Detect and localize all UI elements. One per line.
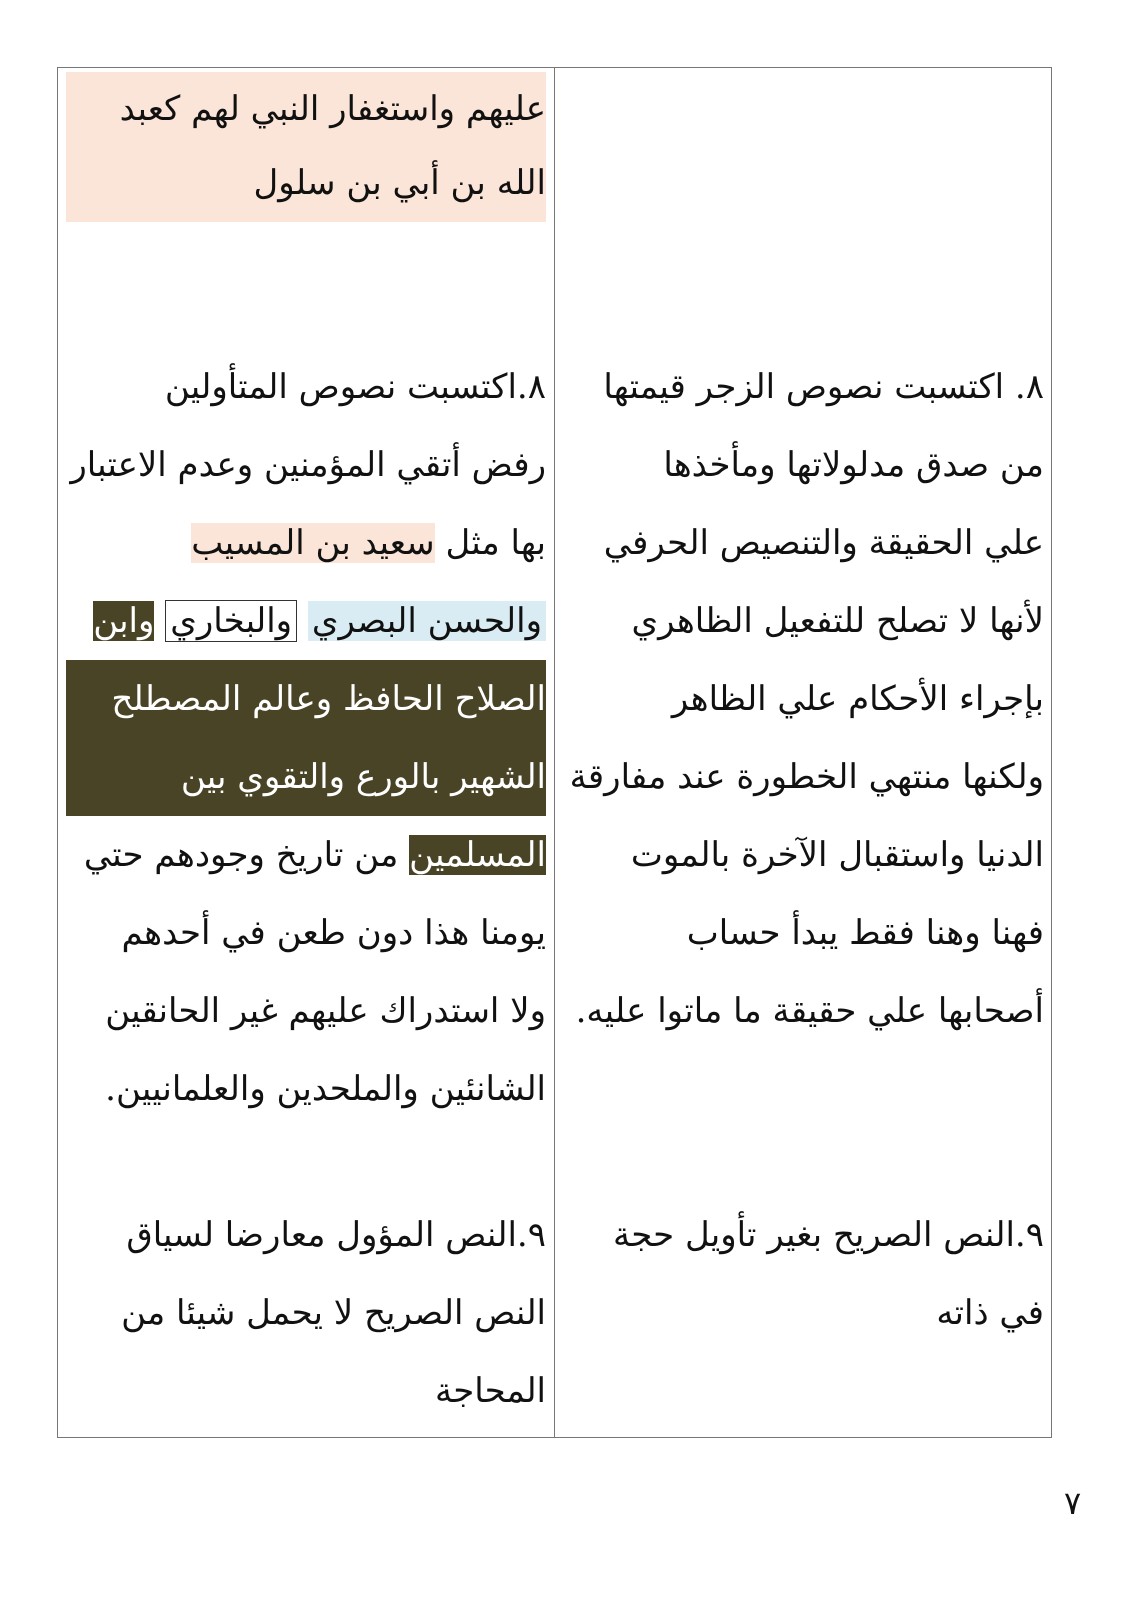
left-note-line2: الله بن أبي بن سلول: [253, 163, 546, 203]
boxed-bukhari: والبخاري: [165, 600, 297, 642]
right-8-line4: لأنها لا تصلح للتفعيل الظاهري: [631, 601, 1044, 641]
right-8-line8: فهنا وهنا فقط يبدأ حساب: [686, 913, 1044, 953]
right-item-9: [566, 1196, 1044, 1352]
right-item-8: [566, 348, 1044, 1050]
right-8-line9: أصحابها علي حقيقة ما ماتوا عليه.: [575, 991, 1044, 1031]
left-8-line4: [66, 582, 546, 660]
left-9-line1: ٩.النص المؤول معارضا لسياق: [126, 1215, 546, 1255]
left-8-line9: ولا استدراك عليهم غير الحانقين: [105, 991, 546, 1031]
page-number: ٧: [1064, 1484, 1082, 1522]
comparison-table: [57, 67, 1052, 1438]
highlight-ibn: وابن: [93, 601, 155, 641]
left-8-line5: الصلاح الحافظ وعالم المصطلح: [66, 660, 546, 738]
right-8-line3: علي الحقيقة والتنصيص الحرفي: [603, 523, 1044, 563]
left-8-line7: [66, 816, 546, 894]
highlight-said-ibn-musayyib: سعيد بن المسيب: [191, 523, 435, 563]
right-8-line7: الدنيا واستقبال الآخرة بالموت: [630, 835, 1044, 875]
left-8-line3: [66, 504, 546, 582]
highlight-hasan-basri: والحسن البصري: [308, 601, 546, 641]
highlight-muslimin: المسلمين: [409, 835, 546, 875]
right-9-line1: ٩.النص الصريح بغير تأويل حجة: [612, 1215, 1044, 1255]
left-9-line2: النص الصريح لا يحمل شيئا من: [121, 1293, 546, 1333]
left-8-line2: رفض أتقي المؤمنين وعدم الاعتبار: [70, 445, 546, 485]
right-9-line2: في ذاته: [936, 1293, 1044, 1333]
left-item-9: [66, 1196, 546, 1430]
right-8-line5: بإجراء الأحكام علي الظاهر: [671, 679, 1044, 719]
left-8-line7-rest: من تاريخ وجودهم حتي: [83, 835, 410, 875]
right-8-line6: ولكنها منتهي الخطورة عند مفارقة: [569, 757, 1044, 797]
left-8-line3-pre: بها مثل: [434, 523, 546, 563]
left-8-line1: ٨.اكتسبت نصوص المتأولين: [164, 367, 546, 407]
left-9-line3: المحاجة: [434, 1371, 546, 1411]
right-8-line1: ٨. اكتسبت نصوص الزجر قيمتها: [603, 367, 1044, 407]
left-8-line8: يومنا هذا دون طعن في أحدهم: [121, 913, 546, 953]
left-8-line6: الشهير بالورع والتقوي بين: [66, 738, 546, 816]
left-item-8: [66, 348, 546, 1128]
left-top-note: [66, 72, 546, 222]
left-8-line10: الشانئين والملحدين والعلمانيين.: [105, 1069, 546, 1109]
right-8-line2: من صدق مدلولاتها ومأخذها: [663, 445, 1044, 485]
column-divider: [554, 68, 555, 1437]
left-note-line1: عليهم واستغفار النبي لهم كعبد: [119, 89, 546, 129]
